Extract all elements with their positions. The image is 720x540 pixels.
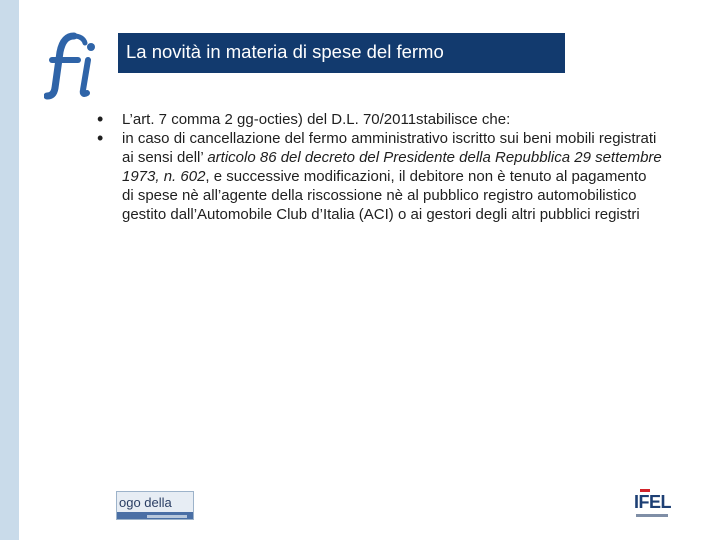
bullet-text-part: in caso di cancellazione del fermo amministrativo iscritto sui beni mobili registrati ai sensi dell’ xyxy=(122,130,657,166)
bullet-list xyxy=(97,110,667,224)
bullet-item xyxy=(97,129,667,224)
partner-logo-text: ogo della xyxy=(119,495,172,510)
partner-logo xyxy=(116,491,194,520)
ifel-logo xyxy=(634,490,670,522)
bullet-text: L’art. 7 comma 2 gg-octies) del D.L. 70/2011stabilisce che: xyxy=(122,111,511,128)
ifel-logo-subline xyxy=(636,514,668,517)
bullet-dot-icon: • xyxy=(97,128,104,148)
bullet-text-italic: articolo 86 del decreto del Presidente della Repubblica 29 settembre 1973, n. 602 xyxy=(122,149,662,185)
fi-logo-icon xyxy=(44,30,104,100)
bullet-text xyxy=(122,129,662,224)
bullet-text-part: , e successive modificazioni, il debitore non è tenuto al pagamento di spese nè all’agente della riscossione nè al pubblico registro automobilistico gestito dall’Automobile Club d’Italia (ACI) o ai gestori degli altri pubblici registri xyxy=(122,168,647,223)
slide-title: La novità in materia di spese del fermo xyxy=(126,41,444,62)
title-bar xyxy=(118,33,565,73)
bullet-dot-icon: • xyxy=(97,109,104,129)
partner-logo-subline xyxy=(147,515,187,518)
ifel-logo-text: IFEL xyxy=(634,492,671,512)
left-decorative-band xyxy=(0,0,19,540)
bullet-item xyxy=(97,110,667,129)
